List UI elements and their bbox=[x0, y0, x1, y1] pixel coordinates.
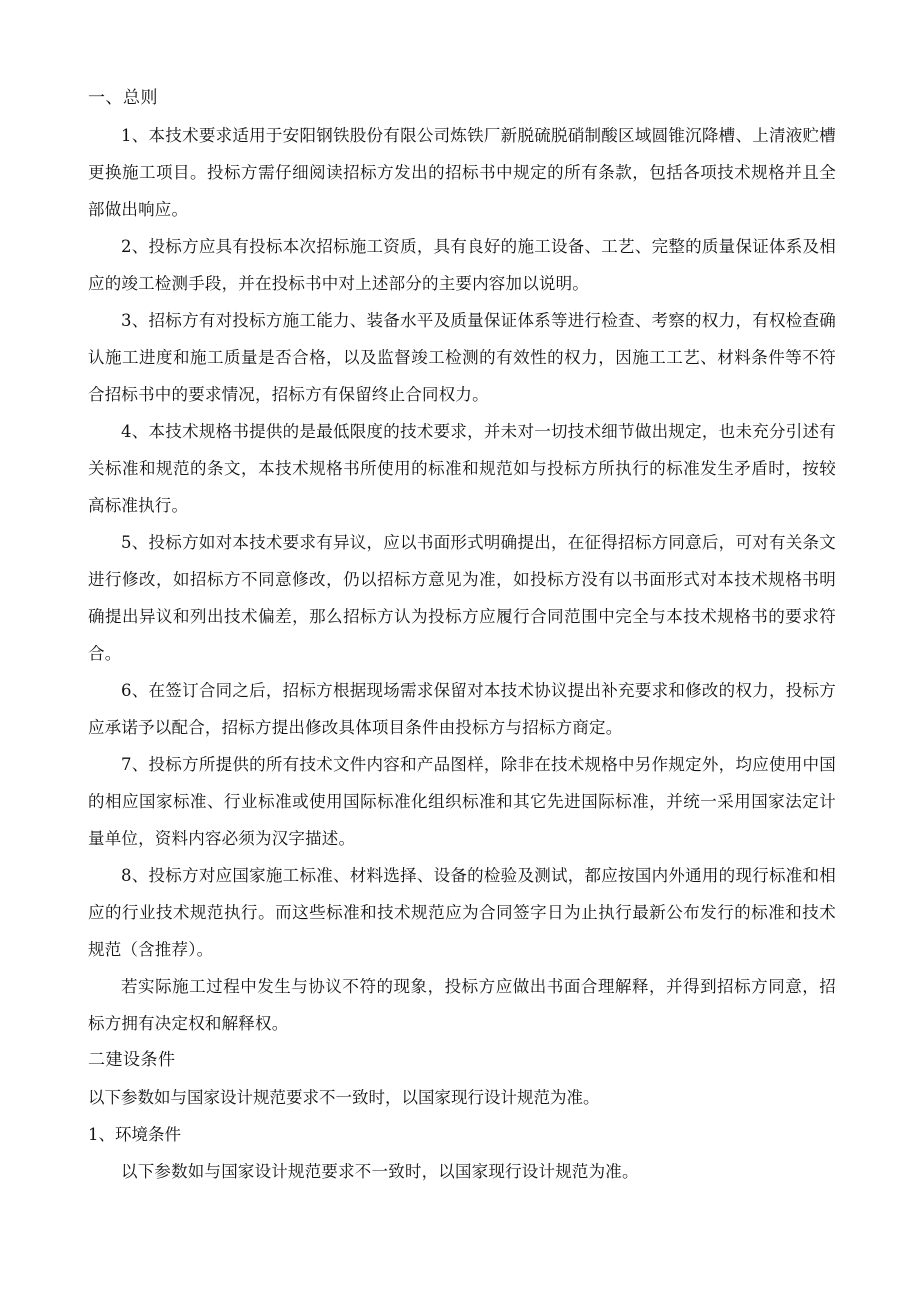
section-title-general: 一、总则 bbox=[88, 88, 158, 108]
subsection-title-environment: 1、环境条件 bbox=[88, 1125, 181, 1144]
paragraph-5: 5、投标方如对本技术要求有异议，应以书面形式明确提出，在征得招标方同意后，可对有关条文进行修改，如招标方不同意修改，仍以招标方意见为准，如投标方没有以书面形式对本技术规格书明确提出异议和列出技术偏差，那么招标方认为投标方应履行合同范围中完全与本技术规格书的要求符合。 bbox=[88, 533, 836, 663]
paragraph-6: 6、在签订合同之后，招标方根据现场需求保留对本技术协议提出补充要求和修改的权力，投标方应承诺予以配合，招标方提出修改具体项目条件由投标方与招标方商定。 bbox=[88, 681, 836, 737]
paragraph-3: 3、招标方有对投标方施工能力、装备水平及质量保证体系等进行检查、考察的权力，有权检查确认施工进度和施工质量是否合格，以及监督竣工检测的有效性的权力，因施工工艺、材料条件等不符合招标书中的要求情况，招标方有保留终止合同权力。 bbox=[88, 311, 836, 404]
paragraph-2: 2、投标方应具有投标本次招标施工资质，具有良好的施工设备、工艺、完整的质量保证体系及相应的竣工检测手段，并在投标书中对上述部分的主要内容加以说明。 bbox=[88, 237, 836, 293]
paragraph-7: 7、投标方所提供的所有技术文件内容和产品图样，除非在技术规格中另作规定外，均应使用中国的相应国家标准、行业标准或使用国际标准化组织标准和其它先进国际标准，并统一采用国家法定计量单位，资料内容必须为汉字描述。 bbox=[88, 755, 836, 848]
paragraph-9: 若实际施工过程中发生与协议不符的现象，投标方应做出书面合理解释，并得到招标方同意，招标方拥有决定权和解释权。 bbox=[88, 977, 836, 1033]
paragraph-4: 4、本技术规格书提供的是最低限度的技术要求，并未对一切技术细节做出规定，也未充分引述有关标准和规范的条文，本技术规格书所使用的标准和规范如与投标方所执行的标准发生矛盾时，按较高标准执行。 bbox=[88, 422, 836, 515]
paragraph-8: 8、投标方对应国家施工标准、材料选择、设备的检验及测试，都应按国内外通用的现行标准和相应的行业技术规范执行。而这些标准和技术规范应为合同签字日为止执行最新公布发行的标准和技术规范（含推荐）。 bbox=[88, 866, 836, 959]
section-title-construction-conditions: 二建设条件 bbox=[88, 1050, 176, 1070]
section2-intro-text: 以下参数如与国家设计规范要求不一致时，以国家现行设计规范为准。 bbox=[88, 1088, 600, 1107]
subsection-environment-text: 以下参数如与国家设计规范要求不一致时，以国家现行设计规范为准。 bbox=[121, 1162, 639, 1181]
paragraph-1: 1、本技术要求适用于安阳钢铁股份有限公司炼铁厂新脱硫脱硝制酸区域圆锥沉降槽、上清液贮槽更换施工项目。投标方需仔细阅读招标方发出的招标书中规定的所有条款，包括各项技术规格并且全部做出响应。 bbox=[88, 126, 836, 219]
document-page bbox=[88, 80, 836, 1190]
